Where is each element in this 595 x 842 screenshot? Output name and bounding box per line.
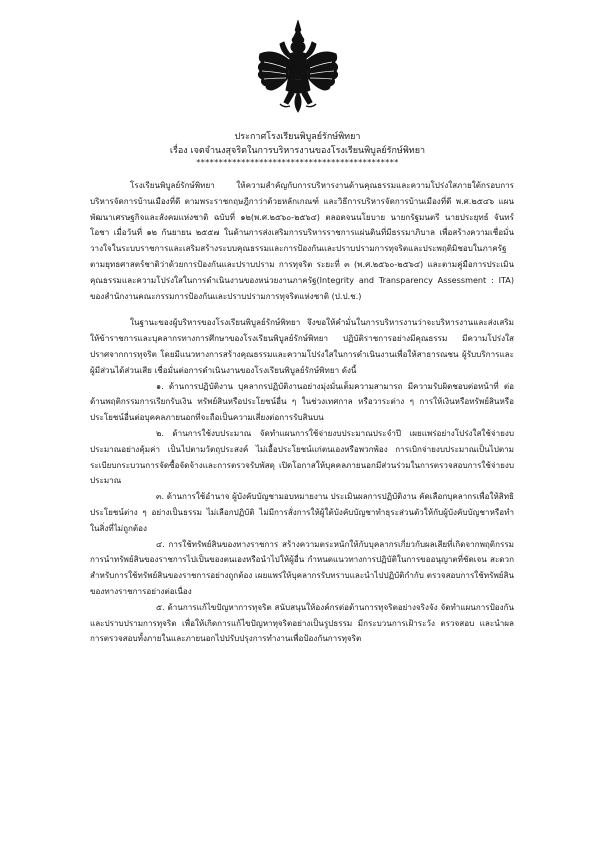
list-item [90,537,514,600]
list-item-text: ๔. การใช้ทรัพย์สินของทางราชการ สร้างความตระหนักให้กับบุคลากรเกี่ยวกับผลเสียที่เกิดจากพฤติกรรมการนำทรัพย์สินของราชการไปเป็นของตนเองหรือนำไปให้ผู้อื่น กำหนดแนวทางการปฏิบัติในการขออนุญาตที่ชัดเจน สะดวกสำหรับการใช้ทรัพย์สินของราชการอย่างถูกต้อง เผยแพร่ให้บุคลากรรับทราบและนำไปปฏิบัติกำกับ ตรวจสอบการใช้ทรัพย์สินของทางราชการอย่างต่อเนื่อง [90,538,514,596]
document-heading [0,130,595,167]
list-item-text: ๑. ด้านการปฏิบัติงาน บุคลากรปฏิบัติงานอย่างมุ่งมั่นเต็มความสามารถ มีความรับผิดชอบต่อหน้าที่ ต่อด้านพฤติกรรมการเรียกรับเงิน ทรัพย์สินหรือประโยชน์อื่น ๆ ในช่วงเทศกาล หรือวาระต่าง ๆ การให้เงินหรือทรัพย์สินหรือประโยชน์อื่นต่อบุคคลภายนอกที่จะถือเป็นความเสี่ยงต่อการรับสินบน [90,380,514,423]
paragraph-commitment [90,315,514,378]
list-item [90,600,514,647]
star-divider: ********************************************* [196,158,399,167]
paragraph-intro-text: โรงเรียนพิบูลย์รักษ์พิทยา ให้ความสำคัญกับการบริหารงานด้านคุณธรรมและความโปร่งใสภายใต้กรอบการบริหารจัดการบ้านเมืองที่ดี ตามพระราชกฤษฎีกาว่าด้วยหลักเกณฑ์ และวิธีการบริหารจัดการบ้านเมืองที่ดี พ.ศ.๒๕๔๖ แผนพัฒนาเศรษฐกิจและสังคมแห่งชาติ ฉบับที่ ๑๒(พ.ศ.๒๕๖๐-๒๕๖๔) ตลอดจนนโยบาย นายกรัฐมนตรี นายประยุทธ์ จันทร์โอชา เมื่อวันที่ ๑๒ กันยายน ๒๕๕๗ ในด้านการส่งเสริมการบริหารราชการแผ่นดินที่มีธรรมาภิบาล เพื่อสร้างความเชื่อมั่นวางใจในระบบราชการและเสริมสร้างระบบคุณธรรมและการป้องกันและปราบปรามการทุจริตและประพฤติมิชอบในภาครัฐ ตามยุทธศาสตร์ชาติว่าด้วยการป้องกันและปราบปราม การทุจริต ระยะที่ ๓ (พ.ศ.๒๕๖๐-๒๕๖๔) และตามคู่มือการประเมินคุณธรรมและความโปร่งใสในการดำเนินงานของหน่วยงานภาครัฐ(Integrity and Transparency Assessment : ITA) ของสำนักงานคณะกรรมการป้องกันและปราบปรามการทุจริตแห่งชาติ (ป.ป.ช.) [90,180,514,301]
list-item-text: ๒. ด้านการใช้งบประมาณ จัดทำแผนการใช้จ่ายงบประมาณประจำปี เผยแพร่อย่างโปร่งใสใช้จ่ายงบประมาณอย่างคุ้มค่า เป็นไปตามวัตถุประสงค์ ไม่เอื้อประโยชน์แก่ตนเองหรือพวกพ้อง การเบิกจ่ายงบประมาณเป็นไปตามระเบียบกระบวนการจัดซื้อจัดจ้างและการตรวจรับพัสดุ เปิดโอกาสให้บุคคลภายนอกมีส่วนร่วมในการตรวจสอบการใช้จ่ายงบประมาณ [90,427,514,486]
paragraph-commitment-text: ในฐานะของผู้บริหารของโรงเรียนพิบูลย์รักษ์พิทยา จึงขอให้คำมั่นในการบริหารงานว่าจะบริหารงานและส่งเสริมให้ข้าราชการและบุคลากรทางการศึกษาของโรงเรียนพิบูลย์รักษ์พิทยา ปฏิบัติราชการอย่างมีคุณธรรม มีความโปร่งใส ปราศจากการทุจริต โดยมีแนวทางการสร้างคุณธรรมและความโปร่งใสในการดำเนินงานเพื่อให้สาธารณชน ผู้รับบริการและผู้มีส่วนได้ส่วนเสีย เชื่อมั่นต่อการดำเนินงานของโรงเรียนพิบูลย์รักษ์พิทยา ดังนี้ [90,317,514,375]
document-body [90,178,514,647]
announcement-title: ประกาศโรงเรียนพิบูลย์รักษ์พิทยา [234,132,361,142]
list-item [90,426,514,489]
paragraph-intro [90,178,514,304]
announcement-subject: เรื่อง เจตจำนงสุจริตในการบริหารงานของโรงเรียนพิบูลย์รักษ์พิทยา [169,146,426,156]
list-item-text: ๕. ด้านการแก้ไขปัญหาการทุจริต สนับสนุนให้องค์กรต่อต้านการทุจริตอย่างจริงจัง จัดทำแผนการป้องกันและปราบปรามการทุจริต เพื่อให้เกิดการแก้ไขปัญหาทุจริตอย่างเป็นรูปธรรม มีกระบวนการเฝ้าระวัง ตรวจสอบ และนำผลการตรวจสอบทั้งภายในและภายนอกไปปรับปรุงการทำงานเพื่อป้องกันการทุจริต [90,601,514,644]
list-item [90,379,514,426]
list-item-text: ๓. ด้านการใช้อำนาจ ผู้บังคับบัญชามอบหมายงาน ประเมินผลการปฏิบัติงาน คัดเลือกบุคลากรเพื่อให้สิทธิประโยชน์ต่าง ๆ อย่างเป็นธรรม ไม่เลือกปฏิบัติ ไม่มีการสั่งการให้ผู้ใต้บังคับบัญชาทำธุระส่วนตัวให้กับผู้บังคับบัญชาหรือทำในสิ่งที่ไม่ถูกต้อง [90,491,514,533]
list-item [90,489,514,536]
garuda-emblem [254,18,342,114]
